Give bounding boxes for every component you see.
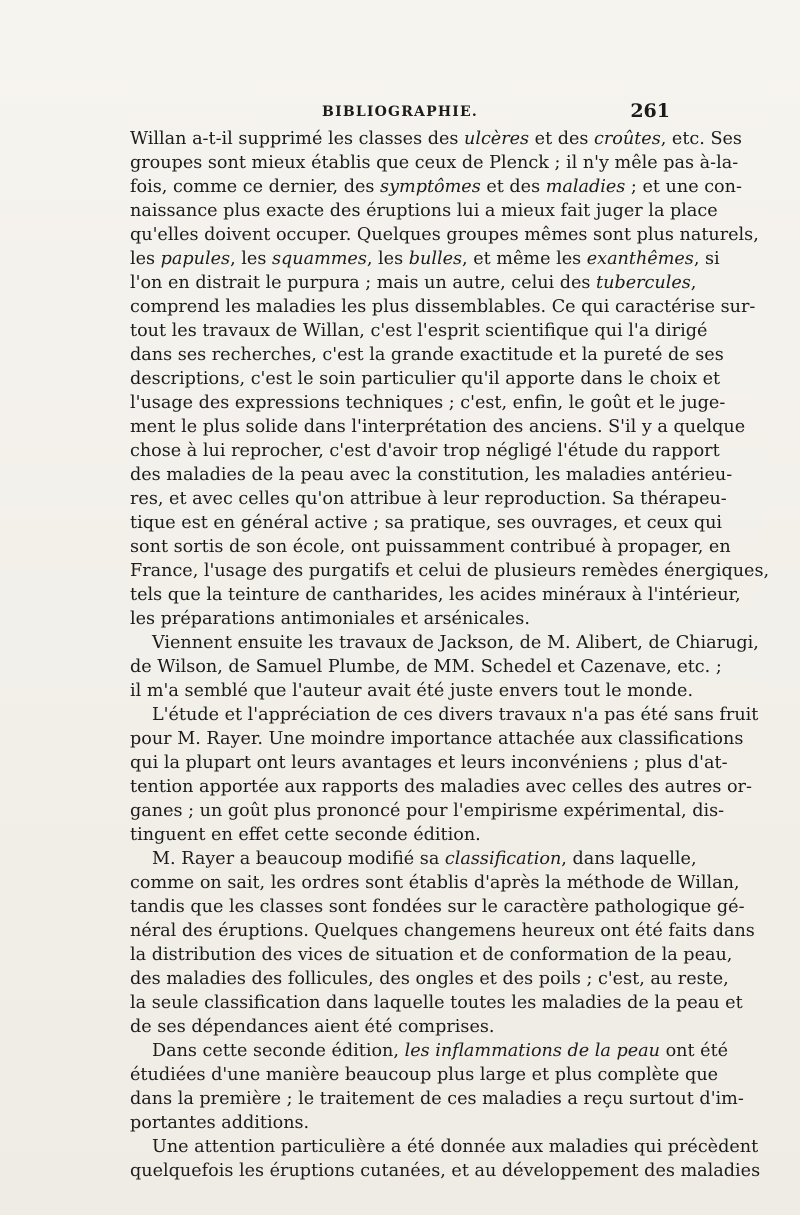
italic-term: maladies (545, 177, 626, 197)
text-line: comprend les maladies les plus dissemblables. Ce qui caractérise sur- (130, 297, 756, 317)
italic-term: croûtes (594, 129, 661, 149)
text-line: M. Rayer a beaucoup modifié sa classification, dans laquelle, (152, 849, 697, 869)
text-line: les préparations antimoniales et arsénicales. (130, 609, 530, 629)
text-line: les papules, les squammes, les bulles, et même les exanthêmes, si (130, 249, 720, 269)
text-line: pour M. Rayer. Une moindre importance attachée aux classifications (130, 729, 744, 749)
text-line: descriptions, c'est le soin particulier qu'il apporte dans le choix et (130, 369, 721, 389)
text-line: tinguent en effet cette seconde édition. (130, 825, 481, 845)
italic-term: exanthêmes (586, 249, 694, 269)
italic-term: les inflammations de la peau (404, 1041, 660, 1061)
text-line: L'étude et l'appréciation de ces divers travaux n'a pas été sans fruit (152, 705, 759, 725)
text-line: des maladies de la peau avec la constitution, les maladies antérieu- (130, 465, 733, 485)
italic-term: tubercules (596, 273, 691, 293)
text-line: dans ses recherches, c'est la grande exactitude et la pureté de ses (130, 345, 724, 365)
text-line: néral des éruptions. Quelques changemens heureux ont été faits dans (130, 921, 755, 941)
text-line: ganes ; un goût plus prononcé pour l'empirisme expérimental, dis- (130, 801, 725, 821)
text-line: fois, comme ce dernier, des symptômes et des maladies ; et une con- (130, 177, 742, 197)
text-line: dans la première ; le traitement de ces maladies a reçu surtout d'im- (130, 1089, 744, 1109)
text-line: res, et avec celles qu'on attribue à leur reproduction. Sa thérapeu- (130, 489, 727, 509)
text-line: quelquefois les éruptions cutanées, et au développement des maladies (130, 1161, 761, 1181)
text-line: comme on sait, les ordres sont établis d'après la méthode de Willan, (130, 873, 740, 893)
text-line: tout les travaux de Willan, c'est l'esprit scientifique qui l'a dirigé (130, 321, 708, 341)
text-line: tention apportée aux rapports des maladies avec celles des autres or- (130, 777, 752, 797)
italic-term: papules (160, 249, 231, 269)
text-line: tique est en général active ; sa pratique, ses ouvrages, et ceux qui (130, 513, 723, 533)
text-line: l'usage des expressions techniques ; c'est, enfin, le goût et le juge- (130, 393, 726, 413)
text-line: Willan a-t-il supprimé les classes des ulcères et des croûtes, etc. Ses (130, 129, 742, 149)
text-line: Viennent ensuite les travaux de Jackson, de M. Alibert, de Chiarugi, (152, 633, 759, 653)
text-line: tandis que les classes sont fondées sur le caractère pathologique gé- (130, 897, 745, 917)
text-line: tels que la teinture de cantharides, les acides minéraux à l'intérieur, (130, 585, 741, 605)
text-line: sont sortis de son école, ont puissamment contribué à propager, en (130, 537, 731, 557)
page-header (130, 100, 670, 130)
text-line: la distribution des vices de situation et de conformation de la peau, (130, 945, 733, 965)
text-line: l'on en distrait le purpura ; mais un autre, celui des tubercules, (130, 273, 697, 293)
italic-term: classification (444, 849, 562, 869)
text-line: France, l'usage des purgatifs et celui de plusieurs remèdes énergiques, (130, 561, 770, 581)
text-line: qu'elles doivent occuper. Quelques groupes mêmes sont plus naturels, (130, 225, 759, 245)
italic-term: symptômes (380, 177, 481, 197)
italic-term: ulcères (464, 129, 530, 149)
text-line: qui la plupart ont leurs avantages et leurs inconvéniens ; plus d'at- (130, 753, 728, 773)
text-line: ment le plus solide dans l'interprétation des anciens. S'il y a quelque (130, 417, 746, 437)
text-line: naissance plus exacte des éruptions lui a mieux fait juger la place (130, 201, 718, 221)
text-line: étudiées d'une manière beaucoup plus large et plus complète que (130, 1065, 719, 1085)
italic-term: bulles (408, 249, 463, 269)
text-line: de ses dépendances aient été comprises. (130, 1017, 495, 1037)
page-number: 261 (630, 100, 670, 122)
text-line: portantes additions. (130, 1113, 310, 1133)
running-head: BIBLIOGRAPHIE. (322, 104, 478, 120)
text-line: Une attention particulière a été donnée aux maladies qui précèdent (152, 1137, 759, 1157)
text-line: groupes sont mieux établis que ceux de Plenck ; il n'y mêle pas à-la- (130, 153, 739, 173)
text-line: il m'a semblé que l'auteur avait été juste envers tout le monde. (130, 681, 694, 701)
text-line: chose à lui reprocher, c'est d'avoir trop négligé l'étude du rapport (130, 441, 720, 461)
text-line: Dans cette seconde édition, les inflammations de la peau ont été (152, 1041, 729, 1061)
text-line: des maladies des follicules, des ongles et des poils ; c'est, au reste, (130, 969, 729, 989)
body-text (130, 127, 770, 1183)
text-line: de Wilson, de Samuel Plumbe, de MM. Schedel et Cazenave, etc. ; (130, 657, 722, 677)
italic-term: squammes (271, 249, 367, 269)
text-line: la seule classification dans laquelle toutes les maladies de la peau et (130, 993, 743, 1013)
